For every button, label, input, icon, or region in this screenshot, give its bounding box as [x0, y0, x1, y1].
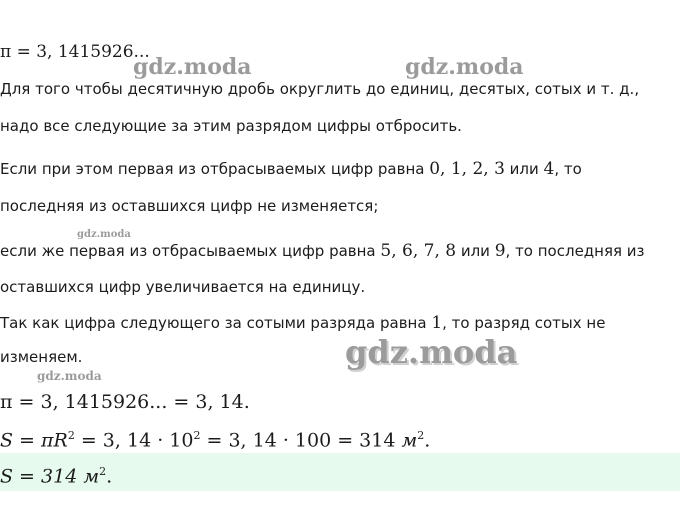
- rule-text-line-4: последняя из оставшихся цифр не изменяется;: [0, 197, 379, 215]
- exponent: 2: [67, 429, 75, 442]
- rule-text: или: [504, 160, 544, 178]
- watermark-logo: gdz.moda: [77, 229, 131, 240]
- digits-high: 5, 6, 7, 8: [380, 241, 457, 261]
- unit: м: [83, 465, 100, 488]
- eq-part: S = πR: [0, 429, 68, 452]
- explanation-text: Так как цифра следующего за сотыми разряда равна: [0, 314, 432, 332]
- digit-one: 1: [431, 313, 443, 333]
- rule-text-line-5: [0, 241, 645, 261]
- eq-part: = 3, 14 · 100 = 314: [200, 429, 402, 452]
- digit-nine: 9: [494, 241, 506, 261]
- explanation-line-2: изменяем.: [0, 348, 83, 366]
- rule-text-line-2: надо все следующие за этим разрядом цифры отбросить.: [0, 117, 462, 135]
- rule-text-line-6: оставшихся цифр увеличивается на единицу.: [0, 278, 366, 296]
- eq-part: S = 314: [0, 465, 84, 488]
- digits-low: 0, 1, 2, 3: [429, 159, 505, 179]
- eq-part: = 3, 14 · 10: [74, 429, 194, 452]
- rule-text: если же первая из отбрасываемых цифр равна: [0, 242, 381, 260]
- eq-part: .: [106, 465, 113, 488]
- exponent: 2: [417, 429, 425, 442]
- unit: м: [401, 429, 418, 452]
- rule-text-line-1: Для того чтобы десятичную дробь округлить до единиц, десятых, сотых и т. д.,: [0, 80, 640, 98]
- area-equation: [0, 424, 430, 452]
- exponent: 2: [193, 429, 201, 442]
- eq-part: .: [424, 429, 431, 452]
- pi-rounded-equation: π = 3, 1415926... = 3, 14.: [0, 391, 250, 413]
- rule-text: или: [456, 242, 495, 260]
- explanation-line-1: [0, 313, 605, 333]
- rule-text: , то: [554, 160, 582, 178]
- watermark-logo: gdz.moda: [37, 369, 102, 383]
- rule-text: , то последняя из: [505, 242, 645, 260]
- pi-value: π = 3, 1415926...: [0, 42, 150, 62]
- rule-text: Если при этом первая из отбрасываемых цифр равна: [0, 160, 430, 178]
- watermark-logo: gdz.moda: [133, 54, 252, 80]
- digit-four: 4: [543, 159, 555, 179]
- explanation-text: , то разряд сотых не: [442, 314, 606, 332]
- watermark-logo: gdz.moda: [405, 54, 524, 80]
- exponent: 2: [99, 465, 107, 478]
- rule-text-line-3: [0, 159, 582, 179]
- watermark-logo: gdz.moda: [345, 333, 518, 371]
- answer-equation: [0, 460, 112, 488]
